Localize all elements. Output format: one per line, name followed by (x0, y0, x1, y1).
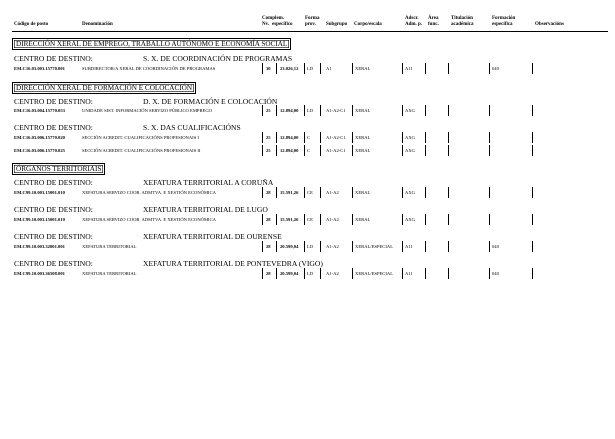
row-divider (402, 145, 403, 156)
row-divider (320, 214, 321, 225)
section-box: DIRECCIÓN XERAL DE EMPREGO, TRABALLO AUTÓNOMO E ECONOMÍA SOCIAL (12, 38, 291, 50)
row-divider (304, 241, 305, 252)
row-denominacion: SECCIÓN ACREDIT. CUALIFICACIÓNS PROFESIONAIS I (82, 135, 199, 140)
centro-label: CENTRO DE DESTINO: (14, 97, 93, 106)
header-corpo: Corpo/escala (354, 22, 382, 27)
centro-name: S. X. DAS CUALIFICACIÓNS (143, 123, 241, 132)
row-nv: 30 (266, 66, 271, 71)
row-divider (276, 63, 277, 74)
row-complem: 15.591,26 (280, 190, 299, 195)
row-adscr: AXG (405, 217, 415, 222)
row-divider (262, 187, 263, 198)
row-subgrupo: A1-A2 (326, 244, 339, 249)
row-divider (352, 63, 353, 74)
row-divider (320, 241, 321, 252)
row-divider (352, 268, 353, 279)
row-divider (425, 145, 426, 156)
row-forma: LD (307, 244, 314, 249)
row-denominacion: SUBDIRECTOR/A XERAL DE COORDINACIÓN DE PROGRAMAS (82, 66, 216, 71)
row-divider (532, 268, 533, 279)
row-divider (532, 63, 533, 74)
row-divider (352, 187, 353, 198)
row-divider (448, 214, 449, 225)
header-complem: Complem. (262, 16, 285, 21)
row-subgrupo: A1 (326, 66, 332, 71)
row-divider (402, 268, 403, 279)
row-divider (448, 105, 449, 116)
row-divider (304, 214, 305, 225)
row-divider (320, 132, 321, 143)
row-divider (262, 145, 263, 156)
centro-label: CENTRO DE DESTINO: (14, 123, 93, 132)
row-code: EM.C16.03.006.15770.020 (14, 135, 65, 140)
row-adscr: AXG (405, 135, 415, 140)
row-divider (489, 268, 490, 279)
row-divider (425, 214, 426, 225)
row-divider (402, 105, 403, 116)
row-divider (304, 132, 305, 143)
row-divider (276, 132, 277, 143)
row-divider (402, 214, 403, 225)
row-divider (320, 268, 321, 279)
row-corpo: XERAL (355, 217, 371, 222)
header-academica: académica (451, 22, 474, 27)
header-subgrupo: Subgrupo (326, 22, 348, 27)
row-formacion: 040 (492, 271, 499, 276)
row-divider (425, 268, 426, 279)
row-divider (532, 145, 533, 156)
header-prov: prov. (305, 22, 316, 27)
row-divider (304, 187, 305, 198)
row-code: EM.C99.10.003.15001.010 (14, 190, 65, 195)
row-divider (262, 105, 263, 116)
row-divider (352, 132, 353, 143)
row-nv: 25 (266, 135, 271, 140)
row-corpo: XERAL (355, 190, 371, 195)
row-adscr: AXG (405, 190, 415, 195)
row-forma: LD (307, 108, 314, 113)
row-denominacion: XEFATURA TERRITORIAL (82, 271, 137, 276)
row-subgrupo: A1-A2 (326, 190, 339, 195)
row-forma: CE (307, 217, 313, 222)
row-divider (448, 241, 449, 252)
row-divider (352, 105, 353, 116)
centro-label: CENTRO DE DESTINO: (14, 259, 93, 268)
centro-label: CENTRO DE DESTINO: (14, 54, 93, 63)
row-divider (304, 268, 305, 279)
row-divider (276, 105, 277, 116)
row-divider (489, 63, 490, 74)
section-box: ÓRGANOS TERRITORIAIS (12, 163, 105, 175)
row-corpo: XERAL (355, 108, 371, 113)
section-box: DIRECCIÓN XERAL DE FORMACIÓN E COLOCACIÓN (12, 82, 196, 94)
row-complem: 12.894,00 (280, 148, 299, 153)
header-adscr: Adscr. (405, 16, 419, 21)
row-divider (448, 187, 449, 198)
row-subgrupo: A1-A2 (326, 271, 339, 276)
row-corpo: XERAL/ESPECIAL (355, 244, 394, 249)
row-formacion: 040 (492, 244, 499, 249)
row-divider (448, 145, 449, 156)
header-adm-p: Adm. p. (405, 22, 423, 27)
header-area: Área (428, 16, 439, 21)
row-complem: 23.026,12 (280, 66, 299, 71)
row-code: EM.C16.03.003.15770.001 (14, 66, 65, 71)
row-nv: 25 (266, 108, 271, 113)
row-divider (532, 132, 533, 143)
row-divider (402, 132, 403, 143)
header-especifico: específico (272, 22, 293, 27)
centro-name: XEFATURA TERRITORIAL DE LUGO (143, 205, 268, 214)
row-complem: 12.894,00 (280, 135, 299, 140)
row-divider (448, 268, 449, 279)
row-complem: 15.591,26 (280, 217, 299, 222)
header-nv: Nv. (262, 22, 270, 27)
row-denominacion: XEFATURA SERVIZO COOR. ADMTVA. E XESTIÓN ECONÓMICA (82, 217, 216, 222)
row-forma: LD (307, 66, 314, 71)
row-divider (262, 63, 263, 74)
row-denominacion: XEFATURA SERVIZO COOR. ADMTVA. E XESTIÓN ECONÓMICA (82, 190, 216, 195)
row-divider (448, 132, 449, 143)
row-forma: CE (307, 190, 313, 195)
row-denominacion: UNIDADE SIST. INFORMACIÓN SERVIZO PÚBLICO EMPREGO (82, 108, 212, 113)
header-func: func. (428, 22, 439, 27)
centro-name: XEFATURA TERRITORIAL A CORUÑA (143, 178, 274, 187)
row-divider (402, 187, 403, 198)
row-corpo: XERAL/ESPECIAL (355, 271, 394, 276)
row-divider (489, 241, 490, 252)
row-divider (489, 145, 490, 156)
row-divider (262, 268, 263, 279)
row-divider (304, 145, 305, 156)
row-divider (532, 105, 533, 116)
header-codigo: Código de posto (14, 22, 49, 27)
row-subgrupo: A1-A2 (326, 217, 339, 222)
row-divider (320, 187, 321, 198)
row-nv: 25 (266, 148, 271, 153)
row-complem: 12.894,00 (280, 108, 299, 113)
centro-name: XEFATURA TERRITORIAL DE OURENSE (143, 232, 282, 241)
centro-label: CENTRO DE DESTINO: (14, 178, 93, 187)
row-forma: C (307, 135, 311, 140)
header-especifica: específica (492, 22, 513, 27)
row-divider (276, 187, 277, 198)
row-divider (352, 145, 353, 156)
row-code: EM.C99.10.003.32001.001 (14, 244, 65, 249)
row-divider (425, 241, 426, 252)
row-divider (489, 105, 490, 116)
row-adscr: A11 (405, 66, 413, 71)
row-nv: 28 (266, 271, 271, 276)
row-adscr: AXG (405, 108, 415, 113)
centro-name: S. X. DE COORDINACIÓN DE PROGRAMAS (143, 54, 293, 63)
row-divider (276, 145, 277, 156)
row-nv: 28 (266, 190, 271, 195)
row-complem: 20.599,04 (280, 271, 299, 276)
row-divider (304, 63, 305, 74)
row-corpo: XERAL (355, 135, 371, 140)
row-divider (489, 187, 490, 198)
row-corpo: XERAL (355, 148, 371, 153)
row-divider (425, 63, 426, 74)
row-divider (262, 241, 263, 252)
row-subgrupo: A1-A2-C1 (326, 108, 346, 113)
row-nv: 28 (266, 217, 271, 222)
row-subgrupo: A1-A2-C1 (326, 148, 346, 153)
row-divider (276, 268, 277, 279)
row-divider (425, 105, 426, 116)
centro-label: CENTRO DE DESTINO: (14, 232, 93, 241)
row-forma: C (307, 148, 311, 153)
row-divider (402, 241, 403, 252)
row-divider (448, 63, 449, 74)
row-code: EM.C99.10.003.36508.001 (14, 271, 65, 276)
row-divider (262, 132, 263, 143)
row-corpo: XERAL (355, 66, 371, 71)
centro-name: XEFATURA TERRITORIAL DE PONTEVEDRA (VIGO) (143, 259, 323, 268)
row-code: EM.C16.03.004.15770.053 (14, 108, 65, 113)
row-divider (320, 145, 321, 156)
row-adscr: A11 (405, 271, 413, 276)
header-forma: Forma (305, 16, 320, 21)
row-denominacion: XEFATURA TERRITORIAL (82, 244, 137, 249)
row-adscr: AXG (405, 148, 415, 153)
row-subgrupo: A1-A2-C1 (326, 135, 346, 140)
row-divider (304, 105, 305, 116)
row-divider (352, 214, 353, 225)
centro-label: CENTRO DE DESTINO: (14, 205, 93, 214)
header-formacion: Formación (492, 16, 516, 21)
row-divider (276, 241, 277, 252)
header-denominacion: Denominación (82, 22, 113, 27)
row-code: EM.C16.03.006.15770.025 (14, 148, 65, 153)
row-denominacion: SECCIÓN ACREDIT. CUALIFICACIÓNS PROFESIONAIS II (82, 148, 201, 153)
row-divider (352, 241, 353, 252)
header-rule (12, 31, 608, 32)
row-divider (489, 132, 490, 143)
row-divider (425, 132, 426, 143)
centro-name: D. X. DE FORMACIÓN E COLOCACIÓN (143, 97, 278, 106)
row-nv: 28 (266, 244, 271, 249)
row-divider (532, 241, 533, 252)
header-observacions: Observacións (535, 22, 564, 27)
row-adscr: A11 (405, 244, 413, 249)
row-divider (320, 105, 321, 116)
row-divider (532, 214, 533, 225)
row-formacion: 040 (492, 66, 499, 71)
row-divider (425, 187, 426, 198)
row-divider (320, 63, 321, 74)
row-divider (489, 214, 490, 225)
row-divider (402, 63, 403, 74)
row-complem: 20.599,04 (280, 244, 299, 249)
row-forma: LD (307, 271, 314, 276)
row-code: EM.C99.10.003.15001.010 (14, 217, 65, 222)
row-divider (262, 214, 263, 225)
header-titulacion: Titulación (451, 16, 473, 21)
row-divider (532, 187, 533, 198)
row-divider (276, 214, 277, 225)
